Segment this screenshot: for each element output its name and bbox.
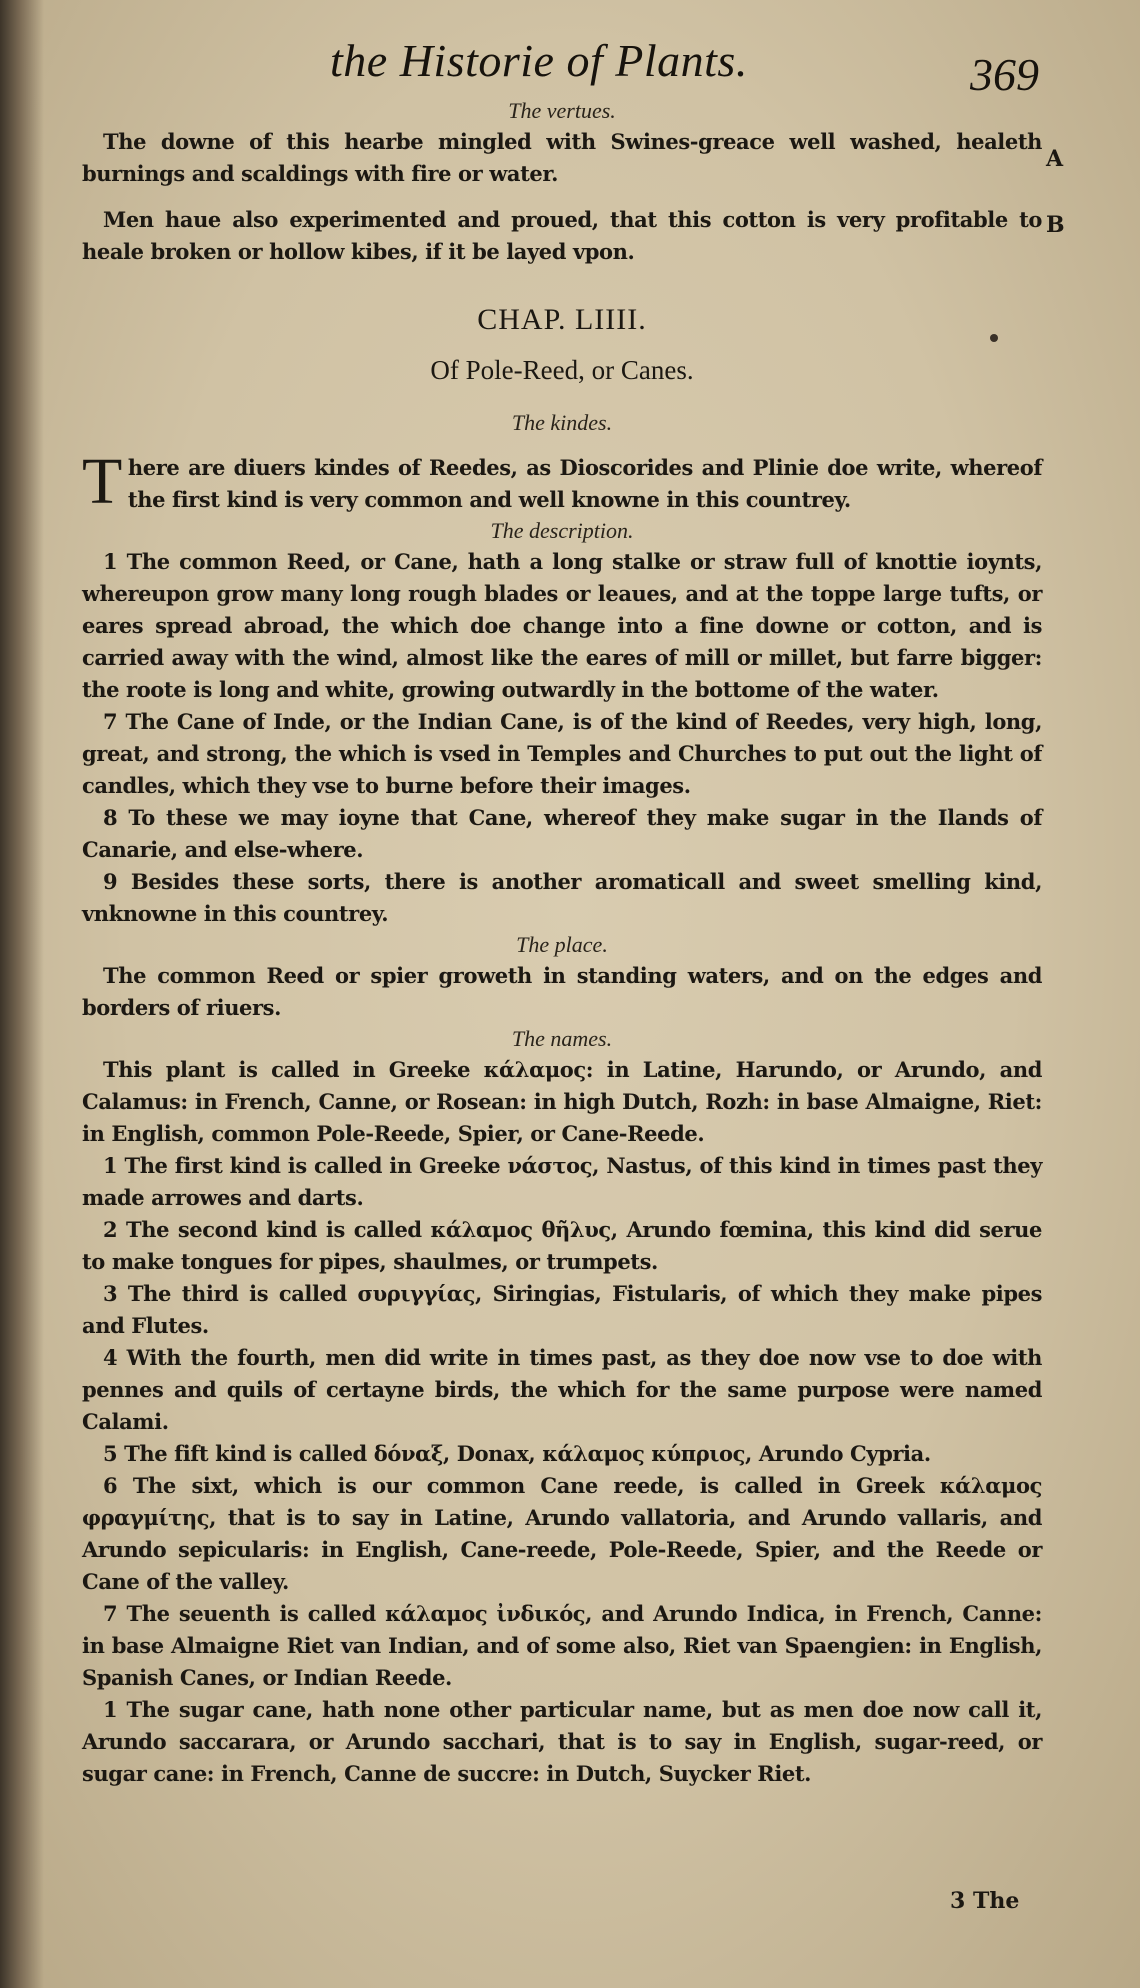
margin-letter-b: B	[1046, 212, 1065, 238]
names-paragraph-3: 2 The second kind is called κάλαμος θῆλυς, Arundo fœmina, this kind did serue to make tongues for pipes, shaulmes, or trumpets.	[82, 1217, 1042, 1274]
page-number: 369	[970, 49, 1039, 100]
place-paragraph: The common Reed or spier groweth in standing waters, and on the edges and borders of riuers.	[82, 963, 1042, 1020]
description-paragraph-2: 7 The Cane of Inde, or the Indian Cane, is of the kind of Reedes, very high, long, great, and strong, the which is vsed in Temples and Churches to put out the light of candles, which they vse to burne before their images.	[82, 709, 1042, 798]
names-paragraph-6: 5 The fift kind is called δόναξ, Donax, κάλαμος κύπριος, Arundo Cypria.	[103, 1441, 931, 1466]
running-title: the Historie of Plants.	[330, 35, 748, 86]
binding-shadow	[0, 0, 44, 1988]
names-paragraph-1: This plant is called in Greeke κάλαμος: in Latine, Harundo, or Arundo, and Calamus: in French, Canne, or Rosean: in high Dutch, Rozh: in base Almaigne, Riet: in English, common Pole-Reede, Spier, or Cane-Reede.	[82, 1057, 1042, 1146]
description-paragraph-3: 8 To these we may ioyne that Cane, whereof they make sugar in the Ilands of Canarie, and else-where.	[82, 805, 1042, 862]
heading-place: The place.	[516, 932, 608, 957]
heading-kindes: The kindes.	[511, 410, 613, 435]
description-paragraph-1: 1 The common Reed, or Cane, hath a long stalke or straw full of knottie ioynts, whereupon grow many long rough blades or leaues, and at the toppe large tufts, or eares spread abroad, the which doe change into a fine downe or cotton, and is carried away with the wind, almost like the eares of mill or millet, but farre bigger: the roote is long and white, growing outwardly in the bottome of the water.	[82, 549, 1042, 702]
page-header	[0, 28, 1140, 98]
chapter-title: Of Pole-Reed, or Canes.	[430, 355, 694, 385]
vertues-paragraph-2: Men haue also experimented and proued, that this cotton is very profitable to heale broken or hollow kibes, if it be layed vpon.	[82, 207, 1042, 264]
heading-names: The names.	[511, 1026, 613, 1051]
heading-description: The description.	[490, 518, 634, 543]
names-paragraph-7: 6 The sixt, which is our common Cane reede, is called in Greek κάλαμος φραγμίτης, that is to say in Latine, Arundo vallatoria, and Arundo vallaris, and Arundo sepicularis: in English, Cane-reede, Pole-Reede, Spier, and the Reede or Cane of the valley.	[82, 1473, 1042, 1594]
names-paragraph-8: 7 The seuenth is called κάλαμος ἰνδικός, and Arundo Indica, in French, Canne: in base Almaigne Riet van Indian, and of some also, Riet van Spaengien: in English, Spanish Canes, or Indian Reede.	[82, 1601, 1042, 1690]
description-paragraph-4: 9 Besides these sorts, there is another aromaticall and sweet smelling kind, vnknowne in this countrey.	[82, 869, 1042, 926]
vertues-paragraph-1: The downe of this hearbe mingled with Swines-greace well washed, healeth burnings and scaldings with fire or water.	[82, 129, 1042, 186]
chapter-number: CHAP. LIIII.	[477, 303, 647, 336]
kindes-paragraph: There are diuers kindes of Reedes, as Dioscorides and Plinie doe write, whereof the first kind is very common and well knowne in this countrey.	[82, 445, 1042, 518]
heading-vertues: The vertues.	[508, 98, 616, 123]
margin-letter-a: A	[1046, 146, 1064, 172]
names-paragraph-4: 3 The third is called συριγγίας, Siringias, Fistularis, of which they make pipes and Flutes.	[82, 1281, 1042, 1338]
names-paragraph-5: 4 With the fourth, men did write in times past, as they doe now vse to doe with pennes and quils of certayne birds, the which for the same purpose were named Calami.	[82, 1345, 1042, 1434]
page-body	[82, 96, 1042, 1790]
names-paragraph-9: 1 The sugar cane, hath none other particular name, but as men doe now call it, Arundo saccarara, or Arundo sacchari, that is to say in English, sugar-reed, or sugar cane: in French, Canne de succre: in Dutch, Suycker Riet.	[82, 1697, 1042, 1786]
catchword: 3 The	[950, 1888, 1020, 1914]
names-paragraph-2: 1 The first kind is called in Greeke νάστος, Nastus, of this kind in times past they made arrowes and darts.	[82, 1153, 1042, 1210]
